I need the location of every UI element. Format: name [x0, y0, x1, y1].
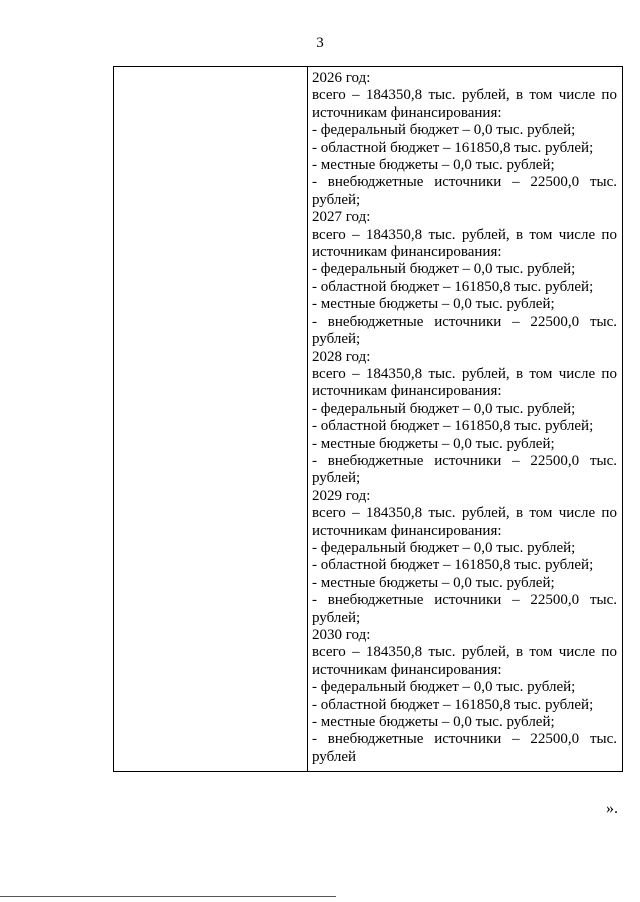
extrabudgetary-line-word: -	[312, 313, 317, 330]
local-budget-line: - местные бюджеты – 0,0 тыс. рублей;	[312, 157, 555, 174]
local-budget-line: - местные бюджеты – 0,0 тыс. рублей;	[312, 296, 555, 313]
local-budget-line: - местные бюджеты – 0,0 тыс. рублей;	[312, 435, 555, 452]
extrabudgetary-line-end: рублей;	[312, 470, 361, 487]
total-amount-line-word: числе	[558, 365, 596, 382]
total-amount-line-word: –	[352, 644, 360, 661]
year-block	[312, 70, 617, 209]
extrabudgetary-line	[312, 174, 617, 191]
total-amount-line-word: в	[515, 226, 524, 243]
total-amount-line-word: всего	[312, 87, 346, 104]
extrabudgetary-line-word: –	[512, 452, 520, 469]
regional-budget-line: - областной бюджет – 161850,8 тыс. рублей;	[312, 278, 594, 295]
local-budget-line: - местные бюджеты – 0,0 тыс. рублей;	[312, 714, 555, 731]
total-amount-line-word: по	[601, 505, 617, 522]
total-amount-line-word: числе	[558, 87, 596, 104]
year-block	[312, 209, 617, 348]
total-amount-line-word: по	[601, 226, 617, 243]
federal-budget-line: - федеральный бюджет – 0,0 тыс. рублей;	[312, 122, 576, 139]
extrabudgetary-line-word: внебюджетные	[327, 174, 424, 191]
federal-budget-line: - федеральный бюджет – 0,0 тыс. рублей;	[312, 539, 576, 556]
total-amount-line	[312, 87, 617, 104]
total-amount-line-word: числе	[558, 644, 596, 661]
extrabudgetary-line-word: –	[512, 592, 520, 609]
table-cell-left-empty	[114, 67, 308, 771]
extrabudgetary-line-word: тыс.	[589, 313, 617, 330]
total-amount-line	[312, 505, 617, 522]
year-block	[312, 488, 617, 627]
total-amount-line-word: 184350,8	[365, 87, 423, 104]
extrabudgetary-line	[312, 314, 617, 331]
total-amount-line-word: всего	[312, 365, 346, 382]
total-amount-line-word: –	[352, 87, 360, 104]
funding-sources-heading: источникам финансирования:	[312, 244, 502, 261]
year-label: 2027 год:	[312, 209, 371, 226]
extrabudgetary-line-word: источники	[434, 174, 502, 191]
extrabudgetary-line-word: источники	[434, 592, 502, 609]
total-amount-line-word: в	[515, 365, 524, 382]
extrabudgetary-line-word: тыс.	[589, 731, 617, 748]
federal-budget-line: - федеральный бюджет – 0,0 тыс. рублей;	[312, 261, 576, 278]
local-budget-line: - местные бюджеты – 0,0 тыс. рублей;	[312, 574, 555, 591]
year-label: 2026 год:	[312, 70, 371, 86]
regional-budget-line: - областной бюджет – 161850,8 тыс. рублей;	[312, 139, 594, 156]
footer-divider	[0, 896, 336, 897]
total-amount-line-word: тыс.	[428, 226, 456, 243]
total-amount-line-word: том	[529, 365, 553, 382]
extrabudgetary-line-word: 22500,0	[530, 592, 580, 609]
total-amount-line-word: тыс.	[428, 644, 456, 661]
total-amount-line-word: всего	[312, 505, 346, 522]
extrabudgetary-line-end: рублей;	[312, 609, 361, 626]
total-amount-line-word: всего	[312, 226, 346, 243]
closing-quote-mark: ».	[606, 800, 618, 817]
total-amount-line-word: в	[515, 505, 524, 522]
funding-sources-heading: источникам финансирования:	[312, 383, 502, 400]
total-amount-line	[312, 227, 617, 244]
extrabudgetary-line-word: источники	[434, 731, 502, 748]
regional-budget-line: - областной бюджет – 161850,8 тыс. рублей;	[312, 696, 594, 713]
total-amount-line-word: рублей,	[461, 365, 510, 382]
total-amount-line-word: –	[352, 365, 360, 382]
total-amount-line-word: по	[601, 644, 617, 661]
year-label: 2029 год:	[312, 487, 371, 504]
total-amount-line	[312, 644, 617, 661]
extrabudgetary-line	[312, 731, 617, 748]
total-amount-line-word: всего	[312, 644, 346, 661]
total-amount-line-word: числе	[558, 505, 596, 522]
total-amount-line-word: по	[601, 87, 617, 104]
page-number: 3	[316, 35, 324, 51]
extrabudgetary-line-word: тыс.	[589, 592, 617, 609]
total-amount-line-word: рублей,	[461, 226, 510, 243]
total-amount-line-word: тыс.	[428, 87, 456, 104]
year-block	[312, 349, 617, 488]
total-amount-line-word: рублей,	[461, 644, 510, 661]
extrabudgetary-line-word: -	[312, 731, 317, 748]
extrabudgetary-line-word: внебюджетные	[327, 592, 424, 609]
total-amount-line-word: по	[601, 365, 617, 382]
total-amount-line-word: 184350,8	[365, 644, 423, 661]
table-cell-funding-details	[308, 67, 622, 771]
total-amount-line-word: рублей,	[461, 87, 510, 104]
extrabudgetary-line-word: тыс.	[589, 174, 617, 191]
federal-budget-line: - федеральный бюджет – 0,0 тыс. рублей;	[312, 679, 576, 696]
extrabudgetary-line-word: 22500,0	[530, 313, 580, 330]
total-amount-line-word: –	[352, 226, 360, 243]
extrabudgetary-line-end: рублей;	[312, 191, 361, 208]
total-amount-line-word: том	[529, 644, 553, 661]
total-amount-line	[312, 366, 617, 383]
total-amount-line-word: том	[529, 226, 553, 243]
extrabudgetary-line-word: внебюджетные	[327, 452, 424, 469]
extrabudgetary-line-word: 22500,0	[530, 174, 580, 191]
extrabudgetary-line-word: -	[312, 452, 317, 469]
extrabudgetary-line-end: рублей;	[312, 331, 361, 348]
total-amount-line-word: 184350,8	[365, 226, 423, 243]
year-label: 2030 год:	[312, 627, 371, 643]
extrabudgetary-line-word: -	[312, 592, 317, 609]
extrabudgetary-line-word: внебюджетные	[327, 313, 424, 330]
extrabudgetary-line	[312, 592, 617, 609]
total-amount-line-word: числе	[558, 226, 596, 243]
extrabudgetary-line-word: –	[512, 313, 520, 330]
regional-budget-line: - областной бюджет – 161850,8 тыс. рублей;	[312, 418, 594, 435]
total-amount-line-word: в	[515, 644, 524, 661]
total-amount-line-word: том	[529, 87, 553, 104]
extrabudgetary-line-word: –	[512, 174, 520, 191]
extrabudgetary-line-word: 22500,0	[530, 452, 580, 469]
total-amount-line-word: в	[515, 87, 524, 104]
total-amount-line-word: том	[529, 505, 553, 522]
total-amount-line-word: тыс.	[428, 505, 456, 522]
total-amount-line-word: –	[352, 505, 360, 522]
extrabudgetary-line-word: тыс.	[589, 452, 617, 469]
extrabudgetary-line-end: рублей	[312, 748, 357, 765]
year-block	[312, 627, 617, 766]
total-amount-line-word: 184350,8	[365, 505, 423, 522]
funding-table	[113, 66, 623, 772]
funding-sources-heading: источникам финансирования:	[312, 661, 502, 678]
year-label: 2028 год:	[312, 348, 371, 365]
extrabudgetary-line-word: 22500,0	[530, 731, 580, 748]
federal-budget-line: - федеральный бюджет – 0,0 тыс. рублей;	[312, 400, 576, 417]
extrabudgetary-line-word: –	[512, 731, 520, 748]
total-amount-line-word: рублей,	[461, 505, 510, 522]
extrabudgetary-line-word: источники	[434, 452, 502, 469]
total-amount-line-word: тыс.	[428, 365, 456, 382]
total-amount-line-word: 184350,8	[365, 365, 423, 382]
extrabudgetary-line	[312, 453, 617, 470]
extrabudgetary-line-word: внебюджетные	[327, 731, 424, 748]
funding-sources-heading: источникам финансирования:	[312, 104, 502, 121]
funding-sources-heading: источникам финансирования:	[312, 522, 502, 539]
regional-budget-line: - областной бюджет – 161850,8 тыс. рублей;	[312, 557, 594, 574]
extrabudgetary-line-word: источники	[434, 313, 502, 330]
extrabudgetary-line-word: -	[312, 174, 317, 191]
